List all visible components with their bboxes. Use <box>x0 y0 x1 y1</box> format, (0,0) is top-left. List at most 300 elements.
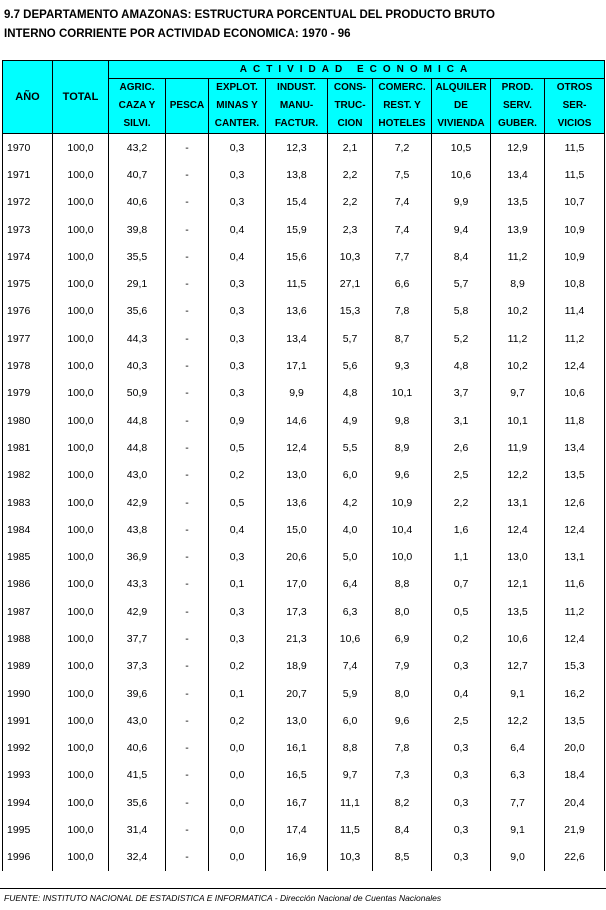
value-cell: - <box>166 735 209 762</box>
value-cell: 44,8 <box>109 434 166 461</box>
value-cell: 12,4 <box>545 352 605 379</box>
value-cell: 100,0 <box>53 762 109 789</box>
value-cell: 2,1 <box>328 134 373 162</box>
value-cell: 100,0 <box>53 653 109 680</box>
value-cell: 6,9 <box>373 625 432 652</box>
value-cell: 21,9 <box>545 816 605 843</box>
value-cell: 9,6 <box>373 462 432 489</box>
value-cell: 0,5 <box>209 489 266 516</box>
value-cell: 15,3 <box>328 298 373 325</box>
table-row <box>3 134 605 162</box>
table-row <box>3 571 605 598</box>
value-cell: 14,6 <box>266 407 328 434</box>
value-cell: 11,5 <box>266 270 328 297</box>
value-cell: 9,8 <box>373 407 432 434</box>
value-cell: 1,6 <box>432 516 491 543</box>
source-note: FUENTE: INSTITUTO NACIONAL DE ESTADISTICA E INFORMATICA - Dirección Nacional de Cuentas Nacionales <box>4 893 442 903</box>
value-cell: 100,0 <box>53 680 109 707</box>
value-cell: 17,1 <box>266 352 328 379</box>
value-cell: 16,5 <box>266 762 328 789</box>
year-cell: 1980 <box>3 407 53 434</box>
value-cell: 13,0 <box>491 543 545 570</box>
value-cell: 0,0 <box>209 816 266 843</box>
value-cell: 0,3 <box>209 543 266 570</box>
year-cell: 1993 <box>3 762 53 789</box>
value-cell: 2,2 <box>432 489 491 516</box>
year-cell: 1994 <box>3 789 53 816</box>
title-line-2: INTERNO CORRIENTE POR ACTIVIDAD ECONOMICA: 1970 - 96 <box>4 28 351 40</box>
value-cell: 4,2 <box>328 489 373 516</box>
value-cell: 0,3 <box>432 762 491 789</box>
value-cell: 0,3 <box>209 625 266 652</box>
value-cell: 100,0 <box>53 270 109 297</box>
value-cell: 0,5 <box>209 434 266 461</box>
column-group-header: ACTIVIDAD ECONOMICA <box>109 61 605 79</box>
value-cell: - <box>166 762 209 789</box>
table-row <box>3 380 605 407</box>
value-cell: 9,3 <box>373 352 432 379</box>
value-cell: - <box>166 653 209 680</box>
value-cell: 16,7 <box>266 789 328 816</box>
value-cell: 0,4 <box>432 680 491 707</box>
value-cell: 9,7 <box>328 762 373 789</box>
value-cell: 2,5 <box>432 707 491 734</box>
table-row <box>3 325 605 352</box>
year-cell: 1970 <box>3 134 53 162</box>
value-cell: 100,0 <box>53 789 109 816</box>
value-cell: 5,6 <box>328 352 373 379</box>
value-cell: 11,4 <box>545 298 605 325</box>
table-row <box>3 161 605 188</box>
value-cell: 0,3 <box>209 298 266 325</box>
value-cell: 0,4 <box>209 216 266 243</box>
value-cell: 0,0 <box>209 762 266 789</box>
column-header-activity: CONS- TRUC- CION <box>328 79 373 134</box>
year-cell: 1989 <box>3 653 53 680</box>
value-cell: 12,2 <box>491 462 545 489</box>
year-cell: 1995 <box>3 816 53 843</box>
value-cell: 13,5 <box>491 598 545 625</box>
value-cell: 8,9 <box>373 434 432 461</box>
year-cell: 1977 <box>3 325 53 352</box>
value-cell: 0,3 <box>209 270 266 297</box>
value-cell: 8,0 <box>373 680 432 707</box>
value-cell: - <box>166 516 209 543</box>
value-cell: 0,2 <box>209 462 266 489</box>
value-cell: 10,9 <box>373 489 432 516</box>
value-cell: 13,1 <box>491 489 545 516</box>
value-cell: 13,6 <box>266 298 328 325</box>
value-cell: 15,0 <box>266 516 328 543</box>
year-cell: 1972 <box>3 189 53 216</box>
value-cell: 13,5 <box>491 189 545 216</box>
value-cell: 10,6 <box>328 625 373 652</box>
value-cell: - <box>166 598 209 625</box>
value-cell: 35,6 <box>109 789 166 816</box>
table-row <box>3 189 605 216</box>
value-cell: 13,5 <box>545 462 605 489</box>
value-cell: 0,0 <box>209 735 266 762</box>
year-cell: 1978 <box>3 352 53 379</box>
value-cell: - <box>166 325 209 352</box>
value-cell: 100,0 <box>53 216 109 243</box>
value-cell: 11,2 <box>545 325 605 352</box>
value-cell: 10,3 <box>328 243 373 270</box>
value-cell: 0,4 <box>209 243 266 270</box>
value-cell: 4,9 <box>328 407 373 434</box>
value-cell: 50,9 <box>109 380 166 407</box>
value-cell: 43,3 <box>109 571 166 598</box>
year-cell: 1982 <box>3 462 53 489</box>
table-row <box>3 789 605 816</box>
value-cell: 0,2 <box>432 625 491 652</box>
value-cell: 9,9 <box>432 189 491 216</box>
value-cell: 5,7 <box>432 270 491 297</box>
value-cell: 0,3 <box>209 380 266 407</box>
value-cell: 13,4 <box>545 434 605 461</box>
table-row <box>3 543 605 570</box>
value-cell: 6,6 <box>373 270 432 297</box>
value-cell: 17,0 <box>266 571 328 598</box>
value-cell: 0,3 <box>432 816 491 843</box>
value-cell: 100,0 <box>53 598 109 625</box>
data-table <box>2 60 605 871</box>
value-cell: 0,2 <box>209 707 266 734</box>
table-row <box>3 407 605 434</box>
title-line-1: 9.7 DEPARTAMENTO AMAZONAS: ESTRUCTURA PORCENTUAL DEL PRODUCTO BRUTO <box>4 9 495 21</box>
table-row <box>3 762 605 789</box>
value-cell: 9,1 <box>491 816 545 843</box>
table-row <box>3 434 605 461</box>
value-cell: 40,6 <box>109 735 166 762</box>
table-row <box>3 298 605 325</box>
value-cell: 21,3 <box>266 625 328 652</box>
value-cell: 11,1 <box>328 789 373 816</box>
value-cell: - <box>166 352 209 379</box>
value-cell: 7,4 <box>373 189 432 216</box>
value-cell: 16,1 <box>266 735 328 762</box>
value-cell: 4,0 <box>328 516 373 543</box>
value-cell: 12,4 <box>545 516 605 543</box>
value-cell: 10,9 <box>545 216 605 243</box>
column-header-activity: ALQUILER DE VIVIENDA <box>432 79 491 134</box>
value-cell: 12,7 <box>491 653 545 680</box>
value-cell: 17,3 <box>266 598 328 625</box>
value-cell: 0,0 <box>209 844 266 871</box>
value-cell: 7,7 <box>491 789 545 816</box>
value-cell: 16,9 <box>266 844 328 871</box>
value-cell: 13,9 <box>491 216 545 243</box>
value-cell: 7,9 <box>373 653 432 680</box>
value-cell: 11,5 <box>545 134 605 162</box>
value-cell: 8,7 <box>373 325 432 352</box>
value-cell: 100,0 <box>53 134 109 162</box>
value-cell: 10,1 <box>373 380 432 407</box>
value-cell: 11,6 <box>545 571 605 598</box>
value-cell: 6,0 <box>328 462 373 489</box>
value-cell: 12,3 <box>266 134 328 162</box>
year-cell: 1983 <box>3 489 53 516</box>
value-cell: 41,5 <box>109 762 166 789</box>
value-cell: 43,8 <box>109 516 166 543</box>
value-cell: 10,8 <box>545 270 605 297</box>
value-cell: 40,3 <box>109 352 166 379</box>
value-cell: 13,4 <box>266 325 328 352</box>
value-cell: 35,6 <box>109 298 166 325</box>
table-row <box>3 680 605 707</box>
document-title <box>4 6 495 44</box>
table-row <box>3 653 605 680</box>
value-cell: 12,4 <box>491 516 545 543</box>
value-cell: 11,5 <box>328 816 373 843</box>
year-cell: 1988 <box>3 625 53 652</box>
value-cell: 12,9 <box>491 134 545 162</box>
value-cell: 11,2 <box>491 325 545 352</box>
value-cell: 7,2 <box>373 134 432 162</box>
value-cell: 0,1 <box>209 680 266 707</box>
value-cell: 39,8 <box>109 216 166 243</box>
value-cell: - <box>166 707 209 734</box>
value-cell: 3,1 <box>432 407 491 434</box>
value-cell: 15,6 <box>266 243 328 270</box>
table-row <box>3 816 605 843</box>
value-cell: 5,5 <box>328 434 373 461</box>
value-cell: 100,0 <box>53 161 109 188</box>
year-cell: 1971 <box>3 161 53 188</box>
table-row <box>3 489 605 516</box>
value-cell: - <box>166 625 209 652</box>
value-cell: - <box>166 407 209 434</box>
year-cell: 1991 <box>3 707 53 734</box>
value-cell: 10,2 <box>491 298 545 325</box>
table-row <box>3 735 605 762</box>
value-cell: 2,2 <box>328 189 373 216</box>
value-cell: 43,0 <box>109 707 166 734</box>
value-cell: 32,4 <box>109 844 166 871</box>
value-cell: 7,3 <box>373 762 432 789</box>
column-header-activity: AGRIC. CAZA Y SILVI. <box>109 79 166 134</box>
value-cell: 13,0 <box>266 707 328 734</box>
value-cell: 12,4 <box>545 625 605 652</box>
value-cell: 7,7 <box>373 243 432 270</box>
value-cell: 0,5 <box>432 598 491 625</box>
value-cell: 7,8 <box>373 735 432 762</box>
value-cell: 12,4 <box>266 434 328 461</box>
year-cell: 1996 <box>3 844 53 871</box>
value-cell: - <box>166 816 209 843</box>
year-cell: 1981 <box>3 434 53 461</box>
table-row <box>3 270 605 297</box>
value-cell: 100,0 <box>53 571 109 598</box>
value-cell: 7,4 <box>328 653 373 680</box>
value-cell: 11,9 <box>491 434 545 461</box>
value-cell: 13,8 <box>266 161 328 188</box>
value-cell: 12,1 <box>491 571 545 598</box>
value-cell: 9,1 <box>491 680 545 707</box>
value-cell: - <box>166 216 209 243</box>
value-cell: 6,4 <box>491 735 545 762</box>
value-cell: 9,6 <box>373 707 432 734</box>
value-cell: - <box>166 462 209 489</box>
value-cell: 5,2 <box>432 325 491 352</box>
value-cell: 15,9 <box>266 216 328 243</box>
value-cell: 43,2 <box>109 134 166 162</box>
value-cell: 43,0 <box>109 462 166 489</box>
value-cell: 10,1 <box>491 407 545 434</box>
value-cell: 6,3 <box>491 762 545 789</box>
value-cell: 10,2 <box>491 352 545 379</box>
table-row <box>3 462 605 489</box>
value-cell: 13,6 <box>266 489 328 516</box>
value-cell: 20,0 <box>545 735 605 762</box>
year-cell: 1979 <box>3 380 53 407</box>
value-cell: 2,5 <box>432 462 491 489</box>
value-cell: 18,9 <box>266 653 328 680</box>
value-cell: 9,9 <box>266 380 328 407</box>
value-cell: 35,5 <box>109 243 166 270</box>
value-cell: 0,7 <box>432 571 491 598</box>
value-cell: 12,6 <box>545 489 605 516</box>
value-cell: 0,0 <box>209 789 266 816</box>
table-row <box>3 625 605 652</box>
table-body <box>3 134 605 872</box>
value-cell: 10,5 <box>432 134 491 162</box>
year-cell: 1976 <box>3 298 53 325</box>
value-cell: 10,3 <box>328 844 373 871</box>
value-cell: - <box>166 380 209 407</box>
table-row <box>3 243 605 270</box>
value-cell: 5,8 <box>432 298 491 325</box>
table-row <box>3 598 605 625</box>
value-cell: 18,4 <box>545 762 605 789</box>
value-cell: 100,0 <box>53 816 109 843</box>
value-cell: 3,7 <box>432 380 491 407</box>
value-cell: 17,4 <box>266 816 328 843</box>
value-cell: 8,4 <box>432 243 491 270</box>
value-cell: 37,7 <box>109 625 166 652</box>
value-cell: 15,3 <box>545 653 605 680</box>
value-cell: 27,1 <box>328 270 373 297</box>
value-cell: 0,1 <box>209 571 266 598</box>
value-cell: - <box>166 243 209 270</box>
value-cell: 100,0 <box>53 516 109 543</box>
value-cell: 10,0 <box>373 543 432 570</box>
value-cell: 100,0 <box>53 844 109 871</box>
value-cell: - <box>166 434 209 461</box>
value-cell: - <box>166 489 209 516</box>
value-cell: 16,2 <box>545 680 605 707</box>
value-cell: - <box>166 543 209 570</box>
year-cell: 1985 <box>3 543 53 570</box>
column-header-total: TOTAL <box>53 61 109 134</box>
value-cell: 5,7 <box>328 325 373 352</box>
value-cell: 1,1 <box>432 543 491 570</box>
value-cell: 100,0 <box>53 489 109 516</box>
table-row <box>3 844 605 871</box>
value-cell: 100,0 <box>53 625 109 652</box>
column-header-activity: OTROS SER- VICIOS <box>545 79 605 134</box>
year-cell: 1992 <box>3 735 53 762</box>
value-cell: 7,4 <box>373 216 432 243</box>
value-cell: 29,1 <box>109 270 166 297</box>
value-cell: 20,7 <box>266 680 328 707</box>
value-cell: 0,3 <box>432 844 491 871</box>
value-cell: 7,5 <box>373 161 432 188</box>
value-cell: 9,4 <box>432 216 491 243</box>
value-cell: 0,3 <box>209 325 266 352</box>
year-cell: 1990 <box>3 680 53 707</box>
footer-divider <box>0 888 606 889</box>
value-cell: 8,9 <box>491 270 545 297</box>
year-cell: 1975 <box>3 270 53 297</box>
value-cell: - <box>166 161 209 188</box>
year-cell: 1986 <box>3 571 53 598</box>
value-cell: 100,0 <box>53 189 109 216</box>
value-cell: 15,4 <box>266 189 328 216</box>
value-cell: 36,9 <box>109 543 166 570</box>
year-cell: 1973 <box>3 216 53 243</box>
value-cell: 22,6 <box>545 844 605 871</box>
value-cell: 0,3 <box>432 653 491 680</box>
value-cell: 39,6 <box>109 680 166 707</box>
value-cell: 0,3 <box>209 352 266 379</box>
column-header-activity: PROD. SERV. GUBER. <box>491 79 545 134</box>
value-cell: 37,3 <box>109 653 166 680</box>
value-cell: 40,7 <box>109 161 166 188</box>
value-cell: 13,0 <box>266 462 328 489</box>
column-header-activity: INDUST. MANU- FACTUR. <box>266 79 328 134</box>
value-cell: 11,5 <box>545 161 605 188</box>
value-cell: 0,2 <box>209 653 266 680</box>
column-header-year: AÑO <box>3 61 53 134</box>
table-row <box>3 516 605 543</box>
value-cell: 31,4 <box>109 816 166 843</box>
value-cell: 42,9 <box>109 598 166 625</box>
value-cell: 8,0 <box>373 598 432 625</box>
year-cell: 1984 <box>3 516 53 543</box>
value-cell: 42,9 <box>109 489 166 516</box>
value-cell: 10,7 <box>545 189 605 216</box>
value-cell: 100,0 <box>53 325 109 352</box>
value-cell: 5,0 <box>328 543 373 570</box>
value-cell: 12,2 <box>491 707 545 734</box>
value-cell: 10,4 <box>373 516 432 543</box>
value-cell: 11,2 <box>545 598 605 625</box>
value-cell: 2,3 <box>328 216 373 243</box>
value-cell: - <box>166 134 209 162</box>
value-cell: 8,8 <box>328 735 373 762</box>
value-cell: 0,4 <box>209 516 266 543</box>
value-cell: 2,6 <box>432 434 491 461</box>
value-cell: - <box>166 789 209 816</box>
value-cell: 9,0 <box>491 844 545 871</box>
value-cell: 20,4 <box>545 789 605 816</box>
value-cell: 2,2 <box>328 161 373 188</box>
value-cell: 100,0 <box>53 543 109 570</box>
value-cell: 100,0 <box>53 434 109 461</box>
value-cell: 8,8 <box>373 571 432 598</box>
year-cell: 1987 <box>3 598 53 625</box>
value-cell: 11,8 <box>545 407 605 434</box>
value-cell: 8,5 <box>373 844 432 871</box>
value-cell: 100,0 <box>53 352 109 379</box>
value-cell: 9,7 <box>491 380 545 407</box>
value-cell: 100,0 <box>53 298 109 325</box>
value-cell: 6,3 <box>328 598 373 625</box>
column-header-activity: COMERC. REST. Y HOTELES <box>373 79 432 134</box>
value-cell: 8,2 <box>373 789 432 816</box>
year-cell: 1974 <box>3 243 53 270</box>
